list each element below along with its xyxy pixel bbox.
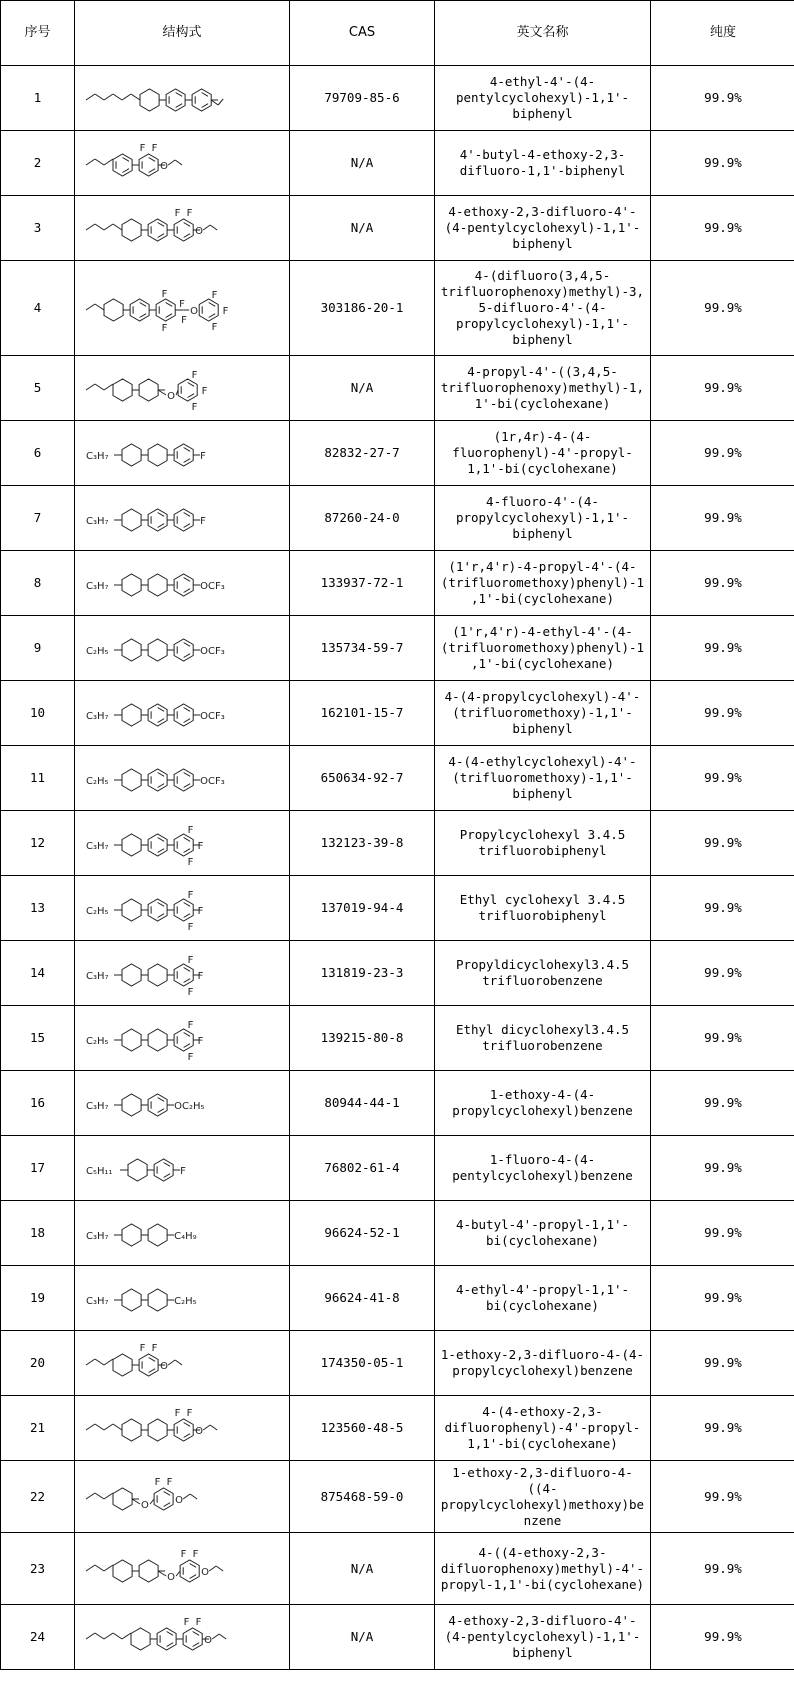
- structure-label: F: [179, 299, 185, 310]
- structure-label: F: [211, 322, 218, 333]
- structure-label: F: [180, 1166, 186, 1177]
- cas-number: 96624-52-1: [290, 1201, 435, 1266]
- purity-value: 99.9%: [651, 551, 794, 616]
- structure-label: F: [181, 315, 187, 326]
- cas-number: 875468-59-0: [290, 1461, 435, 1533]
- structure-drawing: [82, 1539, 282, 1599]
- english-name: (1'r,4'r)-4-propyl-4'-(4-(trifluoromethoxy)phenyl)-1,1'-bi(cyclohexane): [435, 551, 651, 616]
- table-row: [1, 1266, 794, 1331]
- row-index: 5: [1, 356, 75, 421]
- english-name: 4-((4-ethoxy-2,3-difluorophenoxy)methyl)-4'-propyl-1,1'-bi(cyclohexane): [435, 1533, 651, 1605]
- structure-drawing: [82, 488, 282, 548]
- table-row: [1, 1605, 794, 1670]
- structure-label: C₂H₅: [174, 1296, 197, 1307]
- english-name: Propylcyclohexyl 3.4.5 trifluorobiphenyl: [435, 811, 651, 876]
- structure-label: C₃H₇: [86, 711, 109, 722]
- english-name: 4-ethoxy-2,3-difluoro-4'-(4-pentylcyclohexyl)-1,1'-biphenyl: [435, 196, 651, 261]
- structure-label: C₃H₇: [86, 1296, 109, 1307]
- structure-drawing: [82, 1268, 282, 1328]
- structure-label: C₂H₅: [86, 1036, 109, 1047]
- purity-value: 99.9%: [651, 66, 794, 131]
- english-name: 4-ethyl-4'-(4-pentylcyclohexyl)-1,1'-biphenyl: [435, 66, 651, 131]
- structure-drawing: [82, 618, 282, 678]
- structure-label: F: [211, 290, 218, 301]
- purity-value: 99.9%: [651, 1605, 794, 1670]
- purity-value: 99.9%: [651, 1533, 794, 1605]
- structure-label: C₃H₇: [86, 1101, 109, 1112]
- structure-drawing: [82, 1467, 282, 1527]
- header-index: 序号: [1, 1, 75, 66]
- row-index: 12: [1, 811, 75, 876]
- structure-label: F: [180, 1548, 187, 1560]
- structure-cell: [75, 131, 290, 196]
- structure-label: C₂H₅: [86, 646, 109, 657]
- structure-cell: [75, 356, 290, 421]
- cas-number: 174350-05-1: [290, 1331, 435, 1396]
- structure-label: C₂H₅: [86, 906, 109, 917]
- structure-drawing: [82, 358, 282, 418]
- table-row: [1, 1396, 794, 1461]
- structure-cell: [75, 1266, 290, 1331]
- structure-cell: [75, 1461, 290, 1533]
- purity-value: 99.9%: [651, 486, 794, 551]
- english-name: 1-fluoro-4-(4-pentylcyclohexyl)benzene: [435, 1136, 651, 1201]
- english-name: (1r,4r)-4-(4-fluorophenyl)-4'-propyl-1,1'-bi(cyclohexane): [435, 421, 651, 486]
- structure-drawing: [82, 1008, 282, 1068]
- cas-number: N/A: [290, 356, 435, 421]
- structure-drawing: [82, 943, 282, 1003]
- header-row: [1, 1, 794, 66]
- row-index: 15: [1, 1006, 75, 1071]
- cas-number: 650634-92-7: [290, 746, 435, 811]
- cas-number: 132123-39-8: [290, 811, 435, 876]
- structure-cell: [75, 616, 290, 681]
- structure-label: F: [187, 857, 194, 868]
- header-english-name: 英文名称: [435, 1, 651, 66]
- structure-label: O: [195, 226, 204, 237]
- english-name: Propyldicyclohexyl3.4.5 trifluorobenzene: [435, 941, 651, 1006]
- english-name: Ethyl cyclohexyl 3.4.5 trifluorobiphenyl: [435, 876, 651, 941]
- header-purity: 纯度: [651, 1, 794, 66]
- purity-value: 99.9%: [651, 1331, 794, 1396]
- structure-drawing: [82, 68, 282, 128]
- structure-label: C₂H₅: [86, 776, 109, 787]
- table-row: [1, 616, 794, 681]
- structure-label: OCF₃: [200, 581, 225, 592]
- structure-cell: [75, 1136, 290, 1201]
- structure-drawing: [82, 878, 282, 938]
- row-index: 3: [1, 196, 75, 261]
- row-index: 13: [1, 876, 75, 941]
- structure-drawing: [82, 1138, 282, 1198]
- table-row: [1, 1006, 794, 1071]
- structure-label: O: [160, 161, 168, 172]
- structure-label: F: [187, 1020, 194, 1031]
- structure-cell: [75, 1006, 290, 1071]
- purity-value: 99.9%: [651, 421, 794, 486]
- structure-label: F: [200, 516, 206, 527]
- table-row: [1, 551, 794, 616]
- header-cas: CAS: [290, 1, 435, 66]
- structure-label: F: [174, 1408, 181, 1419]
- row-index: 19: [1, 1266, 75, 1331]
- row-index: 4: [1, 261, 75, 356]
- english-name: 4-(4-ethoxy-2,3-difluorophenyl)-4'-propyl-1,1'-bi(cyclohexane): [435, 1396, 651, 1461]
- structure-drawing: [82, 813, 282, 873]
- structure-label: O: [167, 391, 175, 402]
- table-row: [1, 1201, 794, 1266]
- english-name: 4-(4-ethylcyclohexyl)-4'-(trifluoromethoxy)-1,1'-biphenyl: [435, 746, 651, 811]
- structure-label: F: [187, 922, 194, 933]
- structure-cell: [75, 746, 290, 811]
- table-row: [1, 1533, 794, 1605]
- structure-label: C₃H₇: [86, 971, 109, 982]
- row-index: 2: [1, 131, 75, 196]
- table-row: [1, 811, 794, 876]
- structure-label: F: [197, 971, 204, 982]
- structure-label: O: [204, 1635, 213, 1646]
- structure-label: F: [201, 386, 208, 397]
- structure-label: F: [191, 402, 198, 413]
- structure-label: F: [161, 289, 168, 300]
- cas-number: 87260-24-0: [290, 486, 435, 551]
- purity-value: 99.9%: [651, 1006, 794, 1071]
- table-row: [1, 131, 794, 196]
- english-name: 1-ethoxy-2,3-difluoro-4-((4-propylcyclohexyl)methoxy)benzene: [435, 1461, 651, 1533]
- structure-label: F: [191, 370, 198, 381]
- english-name: Ethyl dicyclohexyl3.4.5 trifluorobenzene: [435, 1006, 651, 1071]
- structure-label: F: [187, 987, 194, 998]
- structure-cell: [75, 1201, 290, 1266]
- cas-number: 137019-94-4: [290, 876, 435, 941]
- table-row: [1, 1461, 794, 1533]
- english-name: 4-ethyl-4'-propyl-1,1'-bi(cyclohexane): [435, 1266, 651, 1331]
- purity-value: 99.9%: [651, 616, 794, 681]
- row-index: 9: [1, 616, 75, 681]
- structure-drawing: [82, 1607, 282, 1667]
- structure-drawing: [82, 1203, 282, 1263]
- structure-cell: [75, 941, 290, 1006]
- purity-value: 99.9%: [651, 1396, 794, 1461]
- structure-label: F: [151, 1343, 158, 1354]
- structure-cell: [75, 1396, 290, 1461]
- structure-drawing: [82, 198, 282, 258]
- row-index: 8: [1, 551, 75, 616]
- purity-value: 99.9%: [651, 681, 794, 746]
- cas-number: 80944-44-1: [290, 1071, 435, 1136]
- structure-cell: [75, 196, 290, 261]
- structure-label: C₃H₇: [86, 451, 109, 462]
- cas-number: 139215-80-8: [290, 1006, 435, 1071]
- cas-number: 96624-41-8: [290, 1266, 435, 1331]
- english-name: (1'r,4'r)-4-ethyl-4'-(4-(trifluoromethoxy)phenyl)-1,1'-bi(cyclohexane): [435, 616, 651, 681]
- structure-label: C₅H₁₁: [86, 1166, 113, 1177]
- purity-value: 99.9%: [651, 746, 794, 811]
- row-index: 11: [1, 746, 75, 811]
- structure-drawing: [82, 1398, 282, 1458]
- english-name: 1-ethoxy-4-(4-propylcyclohexyl)benzene: [435, 1071, 651, 1136]
- structure-label: C₃H₇: [86, 841, 109, 852]
- cas-number: 131819-23-3: [290, 941, 435, 1006]
- header-structure: 结构式: [75, 1, 290, 66]
- structure-drawing: [82, 133, 282, 193]
- structure-label: F: [195, 1617, 202, 1628]
- structure-label: F: [151, 143, 158, 154]
- purity-value: 99.9%: [651, 941, 794, 1006]
- table-row: [1, 1071, 794, 1136]
- structure-label: F: [139, 143, 146, 154]
- cas-number: 123560-48-5: [290, 1396, 435, 1461]
- structure-label: OCF₃: [200, 646, 225, 657]
- purity-value: 99.9%: [651, 131, 794, 196]
- row-index: 23: [1, 1533, 75, 1605]
- table-row: [1, 196, 794, 261]
- structure-cell: [75, 1331, 290, 1396]
- structure-label: F: [186, 208, 193, 219]
- table-row: [1, 681, 794, 746]
- purity-value: 99.9%: [651, 1201, 794, 1266]
- purity-value: 99.9%: [651, 876, 794, 941]
- cas-number: 133937-72-1: [290, 551, 435, 616]
- structure-label: O: [190, 306, 199, 317]
- row-index: 16: [1, 1071, 75, 1136]
- structure-label: F: [197, 906, 204, 917]
- english-name: 4-ethoxy-2,3-difluoro-4'-(4-pentylcyclohexyl)-1,1'-biphenyl: [435, 1605, 651, 1670]
- structure-label: F: [174, 208, 181, 219]
- row-index: 24: [1, 1605, 75, 1670]
- structure-label: OC₂H₅: [174, 1101, 205, 1112]
- cas-number: 162101-15-7: [290, 681, 435, 746]
- purity-value: 99.9%: [651, 1071, 794, 1136]
- structure-cell: [75, 421, 290, 486]
- structure-cell: [75, 811, 290, 876]
- english-name: 4-butyl-4'-propyl-1,1'-bi(cyclohexane): [435, 1201, 651, 1266]
- structure-label: F: [200, 451, 206, 462]
- structure-label: F: [186, 1408, 193, 1419]
- structure-label: F: [197, 1036, 204, 1047]
- structure-label: OCF₃: [200, 776, 225, 787]
- structure-label: F: [187, 825, 194, 836]
- table-row: [1, 66, 794, 131]
- cas-number: N/A: [290, 196, 435, 261]
- table-row: [1, 941, 794, 1006]
- cas-number: 135734-59-7: [290, 616, 435, 681]
- table-row: [1, 746, 794, 811]
- cas-number: N/A: [290, 1605, 435, 1670]
- row-index: 17: [1, 1136, 75, 1201]
- table-row: [1, 876, 794, 941]
- structure-label: F: [161, 323, 168, 334]
- structure-drawing: [82, 1333, 282, 1393]
- row-index: 6: [1, 421, 75, 486]
- row-index: 1: [1, 66, 75, 131]
- row-index: 18: [1, 1201, 75, 1266]
- row-index: 14: [1, 941, 75, 1006]
- row-index: 22: [1, 1461, 75, 1533]
- structure-cell: [75, 486, 290, 551]
- structure-label: F: [187, 955, 194, 966]
- purity-value: 99.9%: [651, 1461, 794, 1533]
- structure-label: F: [192, 1548, 199, 1560]
- structure-drawing: [82, 278, 282, 338]
- structure-label: O: [167, 1571, 175, 1583]
- structure-label: C₃H₇: [86, 1231, 109, 1242]
- row-index: 21: [1, 1396, 75, 1461]
- structure-label: F: [154, 1476, 161, 1488]
- structure-label: O: [195, 1426, 204, 1437]
- cas-number: 82832-27-7: [290, 421, 435, 486]
- structure-drawing: [82, 683, 282, 743]
- english-name: 4-(difluoro(3,4,5-trifluorophenoxy)methyl)-3,5-difluoro-4'-(4-propylcyclohexyl)-1,1'-biphenyl: [435, 261, 651, 356]
- structure-cell: [75, 681, 290, 746]
- row-index: 20: [1, 1331, 75, 1396]
- structure-cell: [75, 1533, 290, 1605]
- structure-label: F: [187, 890, 194, 901]
- english-name: 1-ethoxy-2,3-difluoro-4-(4-propylcyclohexyl)benzene: [435, 1331, 651, 1396]
- purity-value: 99.9%: [651, 1136, 794, 1201]
- structure-drawing: [82, 553, 282, 613]
- structure-cell: [75, 551, 290, 616]
- structure-cell: [75, 876, 290, 941]
- purity-value: 99.9%: [651, 811, 794, 876]
- cas-number: 79709-85-6: [290, 66, 435, 131]
- table-row: [1, 261, 794, 356]
- structure-label: F: [187, 1052, 194, 1063]
- structure-label: O: [141, 1499, 149, 1511]
- structure-label: F: [222, 306, 229, 317]
- structure-drawing: [82, 423, 282, 483]
- cas-number: N/A: [290, 1533, 435, 1605]
- english-name: 4-propyl-4'-((3,4,5-trifluorophenoxy)methyl)-1,1'-bi(cyclohexane): [435, 356, 651, 421]
- cas-number: 303186-20-1: [290, 261, 435, 356]
- structure-cell: [75, 1605, 290, 1670]
- purity-value: 99.9%: [651, 261, 794, 356]
- structure-cell: [75, 1071, 290, 1136]
- structure-label: C₃H₇: [86, 581, 109, 592]
- structure-label: F: [166, 1476, 173, 1488]
- structure-cell: [75, 66, 290, 131]
- english-name: 4-(4-propylcyclohexyl)-4'-(trifluoromethoxy)-1,1'-biphenyl: [435, 681, 651, 746]
- table-row: [1, 356, 794, 421]
- cas-number: 76802-61-4: [290, 1136, 435, 1201]
- cas-number: N/A: [290, 131, 435, 196]
- structure-label: C₄H₉: [174, 1231, 197, 1242]
- structure-label: F: [197, 841, 204, 852]
- structure-label: O: [160, 1361, 168, 1372]
- row-index: 10: [1, 681, 75, 746]
- table-row: [1, 1331, 794, 1396]
- table-row: [1, 486, 794, 551]
- row-index: 7: [1, 486, 75, 551]
- english-name: 4-fluoro-4'-(4-propylcyclohexyl)-1,1'-biphenyl: [435, 486, 651, 551]
- structure-label: O: [175, 1494, 183, 1506]
- table-row: [1, 1136, 794, 1201]
- purity-value: 99.9%: [651, 196, 794, 261]
- structure-drawing: [82, 1073, 282, 1133]
- structure-label: OCF₃: [200, 711, 225, 722]
- structure-label: C₃H₇: [86, 516, 109, 527]
- structure-label: F: [183, 1617, 190, 1628]
- purity-value: 99.9%: [651, 1266, 794, 1331]
- structure-cell: [75, 261, 290, 356]
- purity-value: 99.9%: [651, 356, 794, 421]
- structure-label: F: [139, 1343, 146, 1354]
- structure-label: O: [201, 1566, 210, 1578]
- structure-drawing: [82, 748, 282, 808]
- english-name: 4'-butyl-4-ethoxy-2,3-difluoro-1,1'-biphenyl: [435, 131, 651, 196]
- table-row: [1, 421, 794, 486]
